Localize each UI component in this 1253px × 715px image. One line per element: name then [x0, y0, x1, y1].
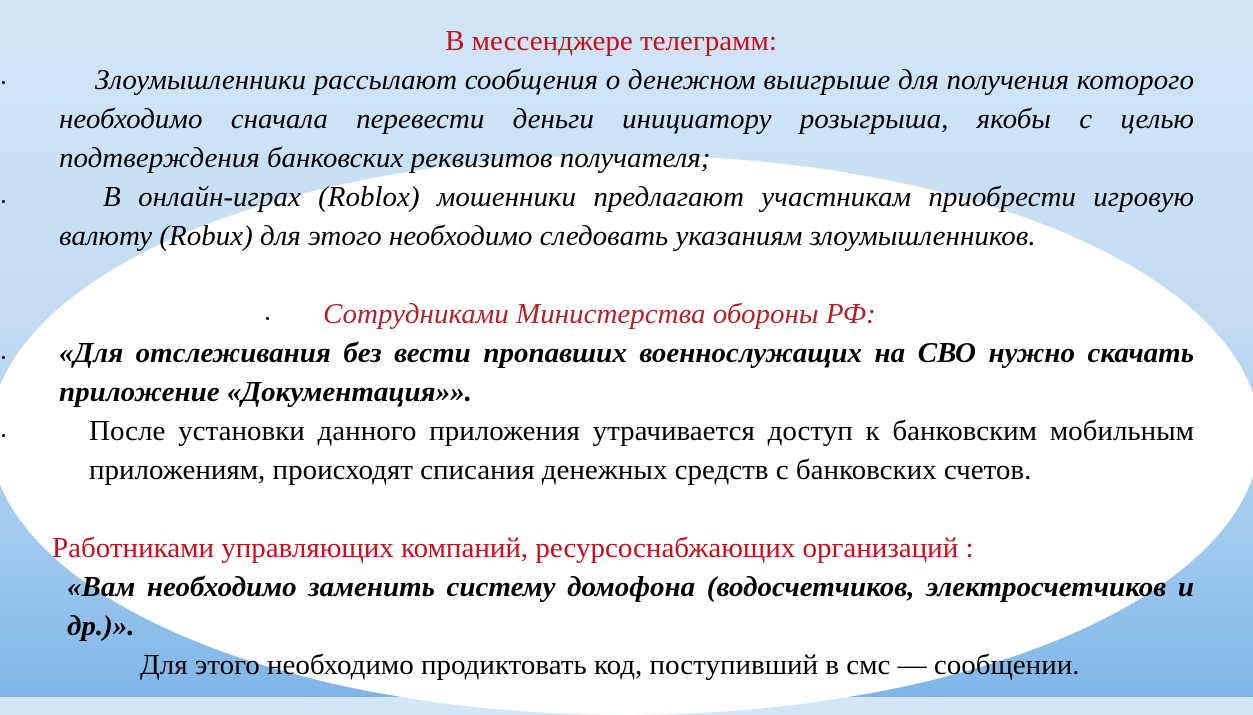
bullet-3 [266, 317, 269, 320]
paragraph-telegram-prize: Злоумышленники рассылают сообщения о денежном выигрыше для получения которого необходимо сначала перевести деньги инициатору розыгрыша, якобы с целью подтверждения банковских реквизитов получателя; [59, 64, 1194, 174]
bullet-4 [2, 356, 5, 359]
bullet-5 [2, 434, 5, 437]
paragraph-roblox: В онлайн-играх (Roblox) мошенники предлагают участникам приобрести игровую валюту (Robux) для этого необходимо следовать указаниям злоумышленников. [59, 181, 1194, 252]
bullet-1 [2, 81, 5, 84]
paragraph-sms-code: Для этого необходимо продиктовать код, поступивший в смс — сообщении. [140, 649, 1080, 681]
heading-telegram: В мессенджере телеграмм: [445, 25, 777, 57]
paragraph-bank-access: После установки данного приложения утрачивается доступ к банковским мобильным приложениям, происходят списания денежных средств с банковских счетов. [89, 415, 1194, 486]
heading-management-companies: Работниками управляющих компаний, ресурсоснабжающих организаций : [52, 532, 974, 564]
bullet-2 [2, 200, 5, 203]
heading-ministry-defense: Сотрудниками Министерства обороны РФ: [323, 298, 876, 330]
paragraph-svo-app: «Для отслеживания без вести пропавших военнослужащих на СВО нужно скачать приложение «Документация»». [59, 337, 1194, 408]
paragraph-intercom-replace: «Вам необходимо заменить систему домофона (водосчетчиков, электросчетчиков и др.)». [67, 571, 1194, 642]
